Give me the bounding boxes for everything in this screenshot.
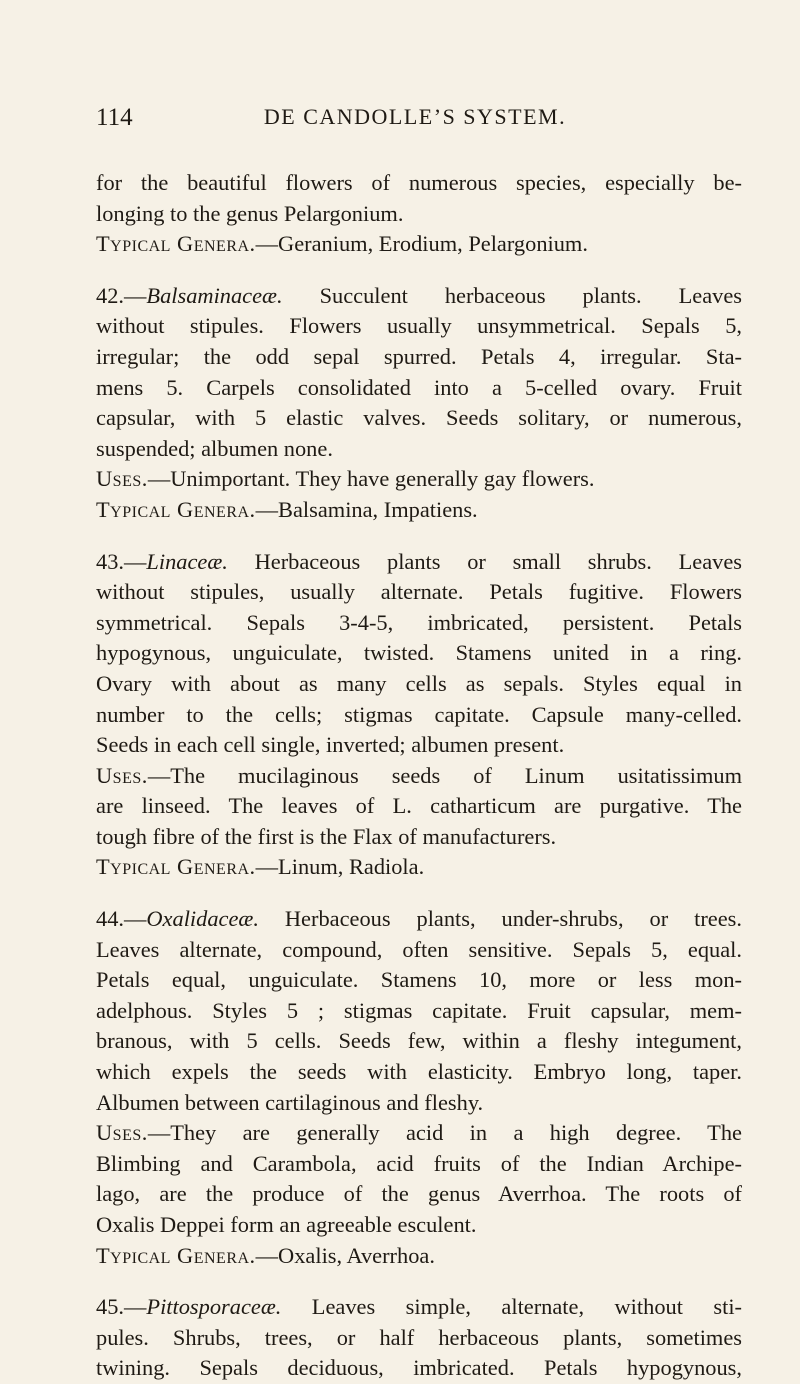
text-line: longing to the genus Pelargonium. [96, 200, 404, 226]
text-line: lago, are the produce of the genus Averrhoa. The roots of [96, 1181, 742, 1207]
section-heading-line [96, 547, 742, 578]
section-heading-line [96, 281, 742, 312]
uses-line [96, 761, 742, 792]
text-line: mens 5. Carpels consolidated into a 5-celled ovary. Fruit [96, 374, 742, 400]
page-number: 114 [96, 104, 133, 131]
section-number: 45.— [96, 1294, 147, 1320]
section-heading-line [96, 904, 742, 935]
text-line: pules. Shrubs, trees, or half herbaceous plants, sometimes [96, 1324, 742, 1350]
uses-line [96, 1118, 742, 1149]
uses-label: Uses. [96, 1120, 148, 1146]
text-line: number to the cells; stigmas capitate. Capsule many-celled. [96, 701, 742, 727]
text-line: Seeds in each cell single, inverted; albumen present. [96, 732, 565, 758]
text-line: which expels the seeds with elasticity. Embryo long, taper. [96, 1059, 742, 1085]
section-number: 42.— [96, 282, 147, 308]
typical-genera-text: —Geranium, Erodium, Pelargonium. [255, 231, 588, 257]
running-title: DE CANDOLLE’S SYSTEM. [263, 104, 567, 129]
uses-label: Uses. [96, 762, 148, 788]
typical-genera-label: Typical Genera. [96, 854, 256, 880]
text-line: Ovary with about as many cells as sepals. Styles equal in [96, 670, 742, 696]
text-line: symmetrical. Sepals 3-4-5, imbricated, persistent. Petals [96, 609, 742, 635]
body-text [96, 168, 742, 1384]
text-line: Blimbing and Carambola, acid fruits of the Indian Archipe- [96, 1150, 742, 1176]
typical-genera-line [96, 1241, 742, 1272]
typical-genera-line [96, 229, 742, 260]
text-line: suspended; albumen none. [96, 435, 333, 461]
text-line: branous, with 5 cells. Seeds few, within a fleshy integument, [96, 1028, 742, 1054]
text-line: for the beautiful flowers of numerous species, especially be- [96, 170, 742, 195]
text-line: twining. Sepals deciduous, imbricated. Petals hypogynous, [96, 1355, 742, 1381]
typical-genera-text: —Oxalis, Averrhoa. [255, 1242, 435, 1268]
family-name: Oxalidaceæ. [146, 906, 259, 932]
uses-label: Uses. [96, 466, 148, 492]
text-line: tough fibre of the first is the Flax of manufacturers. [96, 823, 557, 849]
text-line: are linseed. The leaves of L. catharticum are purgative. The [96, 793, 742, 819]
text-line: Petals equal, unguiculate. Stamens 10, more or less mon- [96, 967, 742, 993]
uses-text: —The mucilaginous seeds of Linum usitatissimum [147, 762, 742, 788]
text-line: Herbaceous plants, under-shrubs, or trees. [258, 906, 742, 932]
typical-genera-text: —Balsamina, Impatiens. [255, 496, 478, 522]
text-line: Leaves alternate, compound, often sensitive. Sepals 5, equal. [96, 936, 742, 962]
family-name: Balsaminaceæ. [146, 282, 283, 308]
family-name: Linaceæ. [146, 548, 228, 574]
text-line: capsular, with 5 elastic valves. Seeds solitary, or numerous, [96, 405, 742, 431]
section-45 [96, 1292, 742, 1384]
uses-text: —Unimportant. They have generally gay flowers. [147, 466, 595, 492]
typical-genera-line [96, 495, 742, 526]
text-line: without stipules, usually alternate. Petals fugitive. Flowers [96, 579, 742, 605]
section-heading-line [96, 1292, 742, 1323]
typical-genera-label: Typical Genera. [96, 231, 256, 257]
section-number: 43.— [96, 548, 147, 574]
text-line: Leaves simple, alternate, without sti- [281, 1294, 742, 1320]
section-43 [96, 547, 742, 884]
uses-line [96, 464, 742, 495]
section-42 [96, 281, 742, 526]
family-name: Pittosporaceæ. [146, 1294, 282, 1320]
typical-genera-line [96, 852, 742, 883]
text-line: without stipules. Flowers usually unsymmetrical. Sepals 5, [96, 313, 742, 339]
typical-genera-label: Typical Genera. [96, 496, 256, 522]
uses-text: —They are generally acid in a high degree. The [147, 1120, 742, 1146]
text-line: Succulent herbaceous plants. Leaves [282, 282, 742, 308]
section-44 [96, 904, 742, 1271]
typical-genera-text: —Linum, Radiola. [255, 854, 425, 880]
text-line: Oxalis Deppei form an agreeable esculent. [96, 1212, 477, 1237]
text-line: hypogynous, unguiculate, twisted. Stamens united in a ring. [96, 640, 742, 666]
intro-paragraph [96, 168, 742, 260]
section-number: 44.— [96, 906, 147, 932]
typical-genera-label: Typical Genera. [96, 1242, 256, 1268]
text-line: Albumen between cartilaginous and fleshy. [96, 1089, 484, 1115]
running-head [96, 104, 734, 134]
text-line: adelphous. Styles 5 ; stigmas capitate. Fruit capsular, mem- [96, 997, 742, 1023]
text-line: irregular; the odd sepal spurred. Petals 4, irregular. Sta- [96, 343, 742, 369]
text-line: Herbaceous plants or small shrubs. Leaves [227, 548, 742, 574]
